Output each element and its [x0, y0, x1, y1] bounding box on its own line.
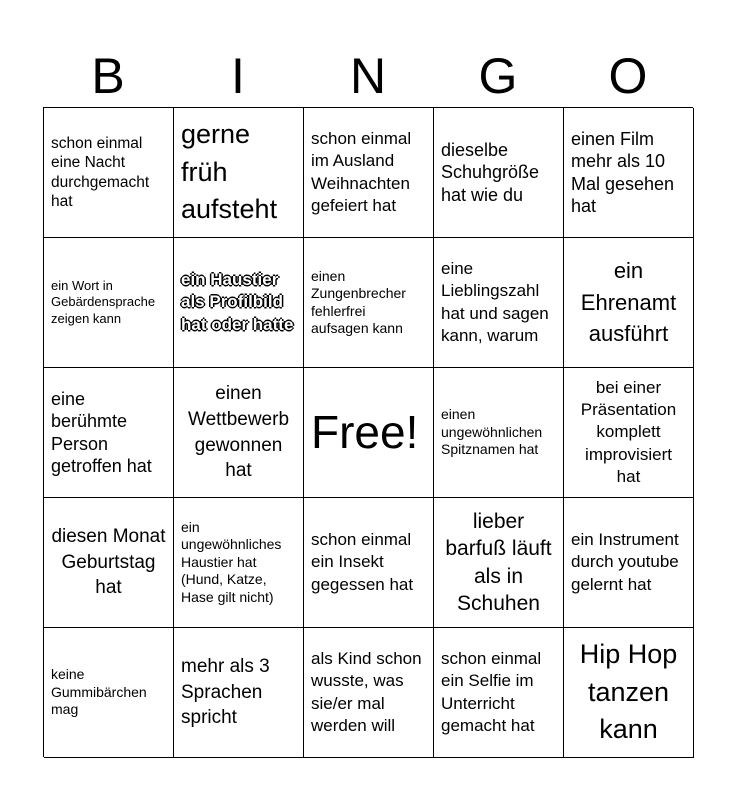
cell-text: ein Ehrenamt ausführt [580, 257, 677, 347]
cell-text: ein ungewöhnliches Haustier hat (Hund, Katze, Hase gilt nicht) [181, 518, 282, 605]
bingo-cell[interactable] [174, 498, 304, 628]
bingo-cell[interactable] [174, 108, 304, 238]
free-space-text: Free! [311, 405, 419, 458]
bingo-cell[interactable] [564, 108, 694, 238]
bingo-cell[interactable] [564, 238, 694, 368]
bingo-cell[interactable] [174, 368, 304, 498]
cell-text: keine Gummibärchen mag [51, 666, 147, 718]
bingo-cell[interactable] [174, 238, 304, 368]
cell-text: einen Zungenbrecher fehlerfrei aufsagen kann [311, 267, 406, 336]
cell-text: gerne früh aufsteht [181, 118, 278, 225]
bingo-cell[interactable] [174, 628, 304, 758]
cell-text: mehr als 3 Sprachen spricht [181, 656, 270, 729]
bingo-cell[interactable] [304, 238, 434, 368]
bingo-header [43, 44, 693, 108]
header-letter-i: I [231, 48, 245, 104]
cell-text: schon einmal ein Insekt gegessen hat [311, 530, 414, 594]
bingo-cell[interactable] [564, 368, 694, 498]
cell-text: dieselbe Schuhgröße hat wie du [441, 139, 540, 205]
bingo-cell[interactable] [564, 498, 694, 628]
bingo-cell[interactable] [434, 498, 564, 628]
bingo-cell[interactable] [44, 498, 174, 628]
header-letter-b: B [91, 48, 125, 104]
bingo-cell[interactable] [434, 238, 564, 368]
cell-text: ein Wort in Gebärdensprache zeigen kann [51, 278, 156, 326]
bingo-cell[interactable] [44, 108, 174, 238]
cell-text: eine Lieblingszahl hat und sagen kann, warum [441, 259, 549, 345]
bingo-cell[interactable] [304, 108, 434, 238]
bingo-cell[interactable] [434, 368, 564, 498]
cell-text: bei einer Präsentation komplett improvisiert hat [580, 378, 677, 486]
bingo-card [43, 107, 693, 757]
cell-text: schon einmal eine Nacht durchgemacht hat [51, 134, 150, 210]
cell-text: einen Film mehr als 10 Mal gesehen hat [571, 128, 675, 216]
bingo-cell[interactable] [44, 368, 174, 498]
header-letter-n: N [349, 48, 387, 104]
bingo-cell-free[interactable] [304, 368, 434, 498]
cell-text: ein Instrument durch youtube gelernt hat [571, 530, 679, 594]
header-letter-o: O [608, 48, 648, 104]
bingo-cell[interactable] [434, 108, 564, 238]
cell-text: ein Haustier als Profilbild hat oder hatte [181, 270, 294, 334]
bingo-cell[interactable] [434, 628, 564, 758]
header-letter-g: G [478, 48, 518, 104]
cell-text: als Kind schon wusste, was sie/er mal werden will [311, 649, 422, 735]
bingo-cell[interactable] [304, 498, 434, 628]
cell-text: schon einmal im Ausland Weihnachten gefeiert hat [311, 129, 412, 215]
cell-text: einen Wettbewerb gewonnen hat [187, 383, 290, 482]
cell-text: Hip Hop tanzen kann [579, 638, 678, 745]
cell-text: eine berühmte Person getroffen hat [51, 388, 152, 476]
cell-text: schon einmal ein Selfie im Unterricht gemacht hat [441, 649, 542, 735]
bingo-cell[interactable] [564, 628, 694, 758]
cell-text: einen ungewöhnlichen Spitznamen hat [441, 406, 543, 458]
bingo-cell[interactable] [44, 628, 174, 758]
bingo-cell[interactable] [44, 238, 174, 368]
bingo-cell[interactable] [304, 628, 434, 758]
cell-text: diesen Monat Geburtstag hat [51, 526, 166, 599]
cell-text: lieber barfuß läuft als in Schuhen [445, 509, 552, 615]
